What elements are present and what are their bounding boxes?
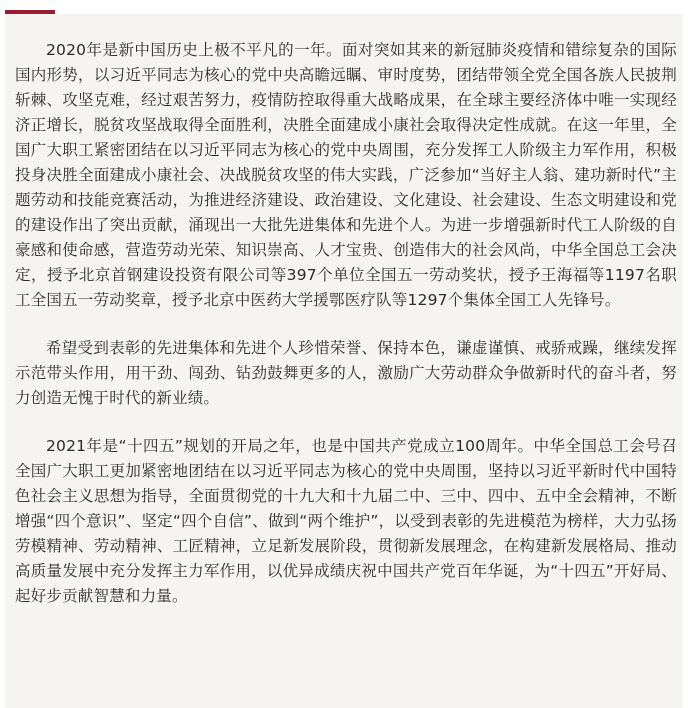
paragraph-3: 2021年是“十四五”规划的开局之年，也是中国共产党成立100周年。中华全国总工会号召全国广大职工更加紧密地团结在以习近平同志为核心的党中央周围，坚持以习近平新时代中国特色社会主义思想为指导，全面贯彻党的十九大和十九届二中、三中、四中、五中全会精神，不断增强“四个意识”、坚定“四个自信”、做到“两个维护”，以受到表彰的先进模范为榜样，大力弘扬劳模精神、劳动精神、工匠精神，立足新发展阶段，贯彻新发展理念，在构建新发展格局、推动高质量发展中充分发挥主力军作用，以优异成绩庆祝中国共产党百年华诞，为“十四五”开好局、起好步贡献智慧和力量。 bbox=[15, 437, 677, 605]
paragraph-2: 希望受到表彰的先进集体和先进个人珍惜荣誉、保持本色，谦虚谨慎、戒骄戒躁，继续发挥示范带头作用，用干劲、闯劲、钻劲鼓舞更多的人，激励广大劳动群众争做新时代的奋斗者，努力创造无愧于时代的新业绩。 bbox=[15, 339, 677, 407]
paragraph-1: 2020年是新中国历史上极不平凡的一年。面对突如其来的新冠肺炎疫情和错综复杂的国际国内形势，以习近平同志为核心的党中央高瞻远瞩、审时度势，团结带领全党全国各族人民披荆斩棘、攻坚克难，经过艰苦努力，疫情防控取得重大战略成果，在全球主要经济体中唯一实现经济正增长，脱贫攻坚战取得全面胜利，决胜全面建成小康社会取得决定性成就。在这一年里，全国广大职工紧密团结在以习近平同志为核心的党中央周围，充分发挥工人阶级主力军作用，积极投身决胜全面建成小康社会、决战脱贫攻坚的伟大实践，广泛参加“当好主人翁、建功新时代”主题劳动和技能竞赛活动，为推进经济建设、政治建设、文化建设、社会建设、生态文明建设和党的建设作出了突出贡献，涌现出一大批先进集体和先进个人。为进一步增强新时代工人阶级的自豪感和使命感，营造劳动光荣、知识崇高、人才宝贵、创造伟大的社会风尚，中华全国总工会决定，授予北京首钢建设投资有限公司等397个单位全国五一劳动奖状，授予王海福等1197名职工全国五一劳动奖章，授予北京中医药大学援鄂医疗队等1297个集体全国工人先锋号。 bbox=[15, 41, 677, 309]
article-body bbox=[15, 38, 677, 609]
article-card bbox=[5, 14, 683, 708]
